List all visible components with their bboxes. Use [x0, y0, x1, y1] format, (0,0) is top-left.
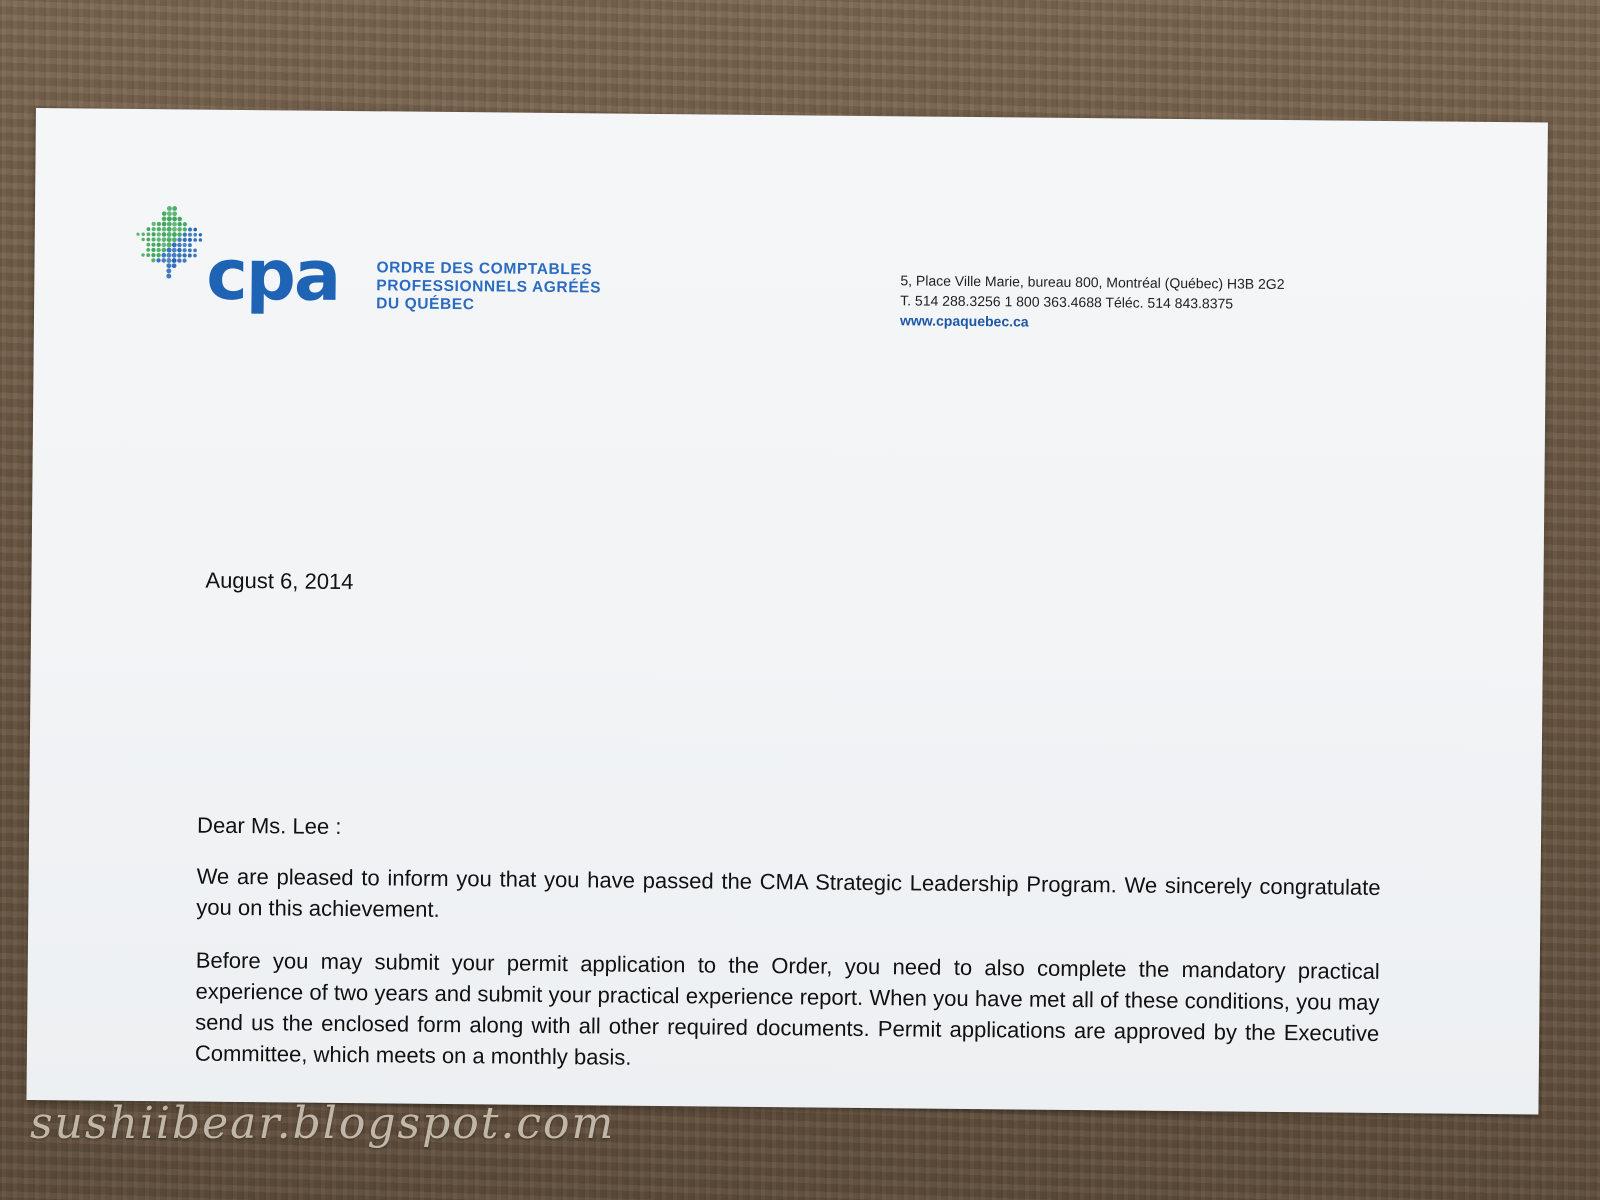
logo-dot [141, 238, 145, 242]
logo-dot [177, 258, 182, 263]
logo-dot [177, 222, 182, 227]
org-name-line-3: DU QUÉBEC [376, 295, 475, 314]
logo-dot [151, 248, 155, 252]
logo-dot [156, 258, 160, 262]
logo-dot [157, 227, 161, 231]
paragraph-1: We are pleased to inform you that you have passed the CMA Strategic Leadership Program. We sincerely congratulate you on this achievement. [196, 863, 1381, 922]
logo-dot [151, 253, 155, 257]
letterhead-address [900, 270, 1285, 334]
logo-dot [156, 248, 160, 252]
logo-dot [183, 248, 187, 252]
logo-dot [152, 232, 156, 236]
letter-body [195, 810, 1382, 1102]
logo-dot [166, 268, 171, 273]
address-line: 5, Place Ville Marie, bureau 800, Montréal (Québec) H3B 2G2 [900, 272, 1285, 292]
logo-dot [167, 211, 172, 216]
logo-dot [188, 243, 192, 247]
logo-dot [172, 263, 177, 268]
logo-dot [183, 233, 187, 237]
logo-dot [177, 232, 182, 237]
logo-dot [167, 227, 172, 232]
logo-dot [177, 217, 182, 222]
logo-dot [161, 253, 166, 258]
logo-dot [172, 227, 177, 232]
logo-dot [193, 228, 197, 232]
logo-dot [172, 217, 177, 222]
org-name-line-2: PROFESSIONNELS AGRÉÉS [376, 277, 602, 297]
logo-dot [141, 232, 145, 236]
logo-dot [172, 232, 177, 237]
logo-dot [172, 211, 177, 216]
salutation: Dear Ms. Lee : [197, 812, 342, 839]
logo-dot [162, 227, 167, 232]
logo-dot [162, 248, 167, 253]
logo-dot [162, 232, 167, 237]
logo-dot [151, 237, 155, 241]
logo-dot [157, 222, 161, 226]
logo-dot [166, 263, 171, 268]
logo-dot [188, 238, 192, 242]
logo-dot [146, 243, 150, 247]
logo-dot [167, 216, 172, 221]
logo-dot [157, 243, 161, 247]
logo-dot [141, 253, 145, 257]
logo-dot [177, 243, 182, 248]
logo-dot [152, 227, 156, 231]
logo-dot [172, 243, 177, 248]
logo-dot [146, 232, 150, 236]
logo-dot [162, 237, 167, 242]
logo-dot [183, 222, 187, 226]
logo-dot [136, 233, 139, 236]
logo-dot [188, 233, 192, 237]
website-link[interactable]: www.cpaquebec.ca [899, 312, 1029, 330]
logo-dot [162, 211, 167, 216]
logo-dot [167, 206, 172, 211]
paragraph-2: Before you may submit your permit application to the Order, you need to also complete the mandatory practical experience of two years and submit your practical experience report. When you have met all of these conditions, you may send us the enclosed form along with all other required documents. Permit applications are approved by the Executive Committee, which meets on a monthly basis. [194, 947, 1380, 1070]
logo-dot [199, 238, 202, 241]
logo-dot [146, 238, 150, 242]
logo-dot [162, 243, 167, 248]
logo-dot [183, 238, 187, 242]
logo-dot [157, 232, 161, 236]
logo-dot [182, 253, 186, 257]
phone-line: T. 514 288.3256 1 800 363.4688 Téléc. 514 843.8375 [900, 292, 1234, 312]
logo-dot [167, 248, 172, 253]
logo-dot [147, 227, 151, 231]
logo-dot [193, 238, 197, 242]
letter-sheet [26, 108, 1547, 1114]
logo-dot [172, 248, 177, 253]
logo-dot [167, 242, 172, 247]
org-name-line-1: ORDRE DES COMPTABLES [376, 259, 593, 279]
logo-dot [157, 237, 161, 241]
logo-dot [172, 237, 177, 242]
logo-dot [177, 248, 182, 253]
logo-dot [152, 222, 156, 226]
logo-dot [167, 232, 172, 237]
logo-dot [146, 253, 150, 257]
logo-dot [177, 227, 182, 232]
blog-watermark: sushiibear.blogspot.com [30, 1098, 616, 1149]
logo-dot [151, 258, 155, 262]
logo-dot [167, 237, 172, 242]
logo-dot [183, 227, 187, 231]
logo-dot [167, 253, 172, 258]
logo-dot [161, 258, 166, 263]
logo-dot [162, 222, 167, 227]
logo-dot [177, 253, 182, 258]
organization-name [376, 259, 601, 315]
maple-leaf-icon [130, 201, 211, 292]
logo-dot [188, 253, 192, 257]
logo-dot [172, 253, 177, 258]
logo-dot [193, 248, 197, 252]
logo-dot [156, 253, 160, 257]
cpa-logo-text: cpa [206, 233, 340, 317]
logo-dot [166, 258, 171, 263]
logo-dot [182, 259, 186, 263]
logo-dot [193, 233, 197, 237]
logo-dot [172, 222, 177, 227]
logo-dot [162, 217, 167, 222]
logo-dot [172, 206, 177, 211]
letter-date: August 6, 2014 [205, 567, 354, 595]
logo-dot [193, 254, 197, 258]
logo-dot [146, 248, 150, 252]
logo-dot [172, 258, 177, 263]
logo-dot [188, 248, 192, 252]
logo-dot [188, 227, 192, 231]
logo-dot [177, 238, 182, 243]
logo-dot [166, 274, 171, 279]
logo-dot [167, 222, 172, 227]
logo-dot [199, 233, 202, 236]
logo-dot [151, 243, 155, 247]
logo-dot [183, 243, 187, 247]
